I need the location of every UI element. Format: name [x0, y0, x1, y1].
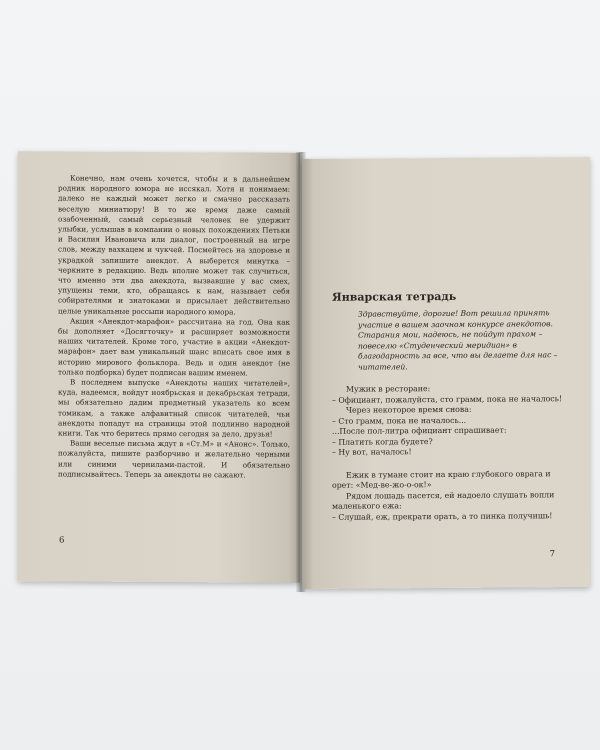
- joke-line: – Слушай, еж, прекрати орать, а то пинка получишь!: [332, 510, 553, 522]
- joke-line: – Сто грамм, пока не началось...: [332, 415, 467, 426]
- right-page: [302, 157, 590, 589]
- joke-line: Рядом лошадь пасется, ей надоело слушать вопли маленького ежа:: [332, 489, 555, 511]
- paragraph: В последнем выпуске «Анекдоты наших читателей», куда, надеемся, войдут ноябрьская и декабрьская тетради, мы обязательно дадим предметный указатель ко всем томикам, а также алфавитный список читателей, чьи анекдоты попадут на страницы этой подлинно народной книги. Так что беритесь прямо сегодня за дело, друзья!: [58, 377, 290, 439]
- open-book: [18, 152, 592, 597]
- joke-line: Мужик в ресторане:: [346, 384, 431, 394]
- paragraph: Конечно, нам очень хочется, чтобы и в дальнейшем родник народного юмора не иссякал. Хотя и понимаем: далеко не каждый может легко и смачно рассказать веселую миниатюру! В то же время даже самый озабоченный, самый серьезный человек не удержит улыбки, услышав в компании о новых похождениях Петьки и Василия Ивановича или диалог, построенный на игре слов, между вахкацем и чукчей. Посмейтесь на здоровье и украдкой запишите анекдот. А выберется минутка – черкните в редакцию. Ведь вполне может так случиться, что именно эти два анекдота, вызвавшие у вас смех, упущены теми, кто, обращаясь к нам, называет себя собирателями и знатоками и присылает действительно целые уникальные россыпи народного юмора.: [58, 173, 290, 317]
- paragraph: Акция «Анекдот-марафон» рассчитана на год. Она как бы дополняет «Досягточку» и расширяет возможности наших читателей. Кроме того, участие в акции «Анекдот-марафон» дает вам уникальный шанс вписать свое имя в историю мирового фольклора. Ведь и один анекдот (не только подборка) будет подписан вашим именем.: [58, 316, 290, 378]
- joke-line: – Официант, пожалуйста, сто грамм, пока не началось!: [332, 393, 563, 405]
- joke-line: – Платить когда будете?: [332, 436, 433, 447]
- reader-letter: Здравствуйте, дорогие! Вот решила принять участие в вашем заочном конкурсе анекдотов. Старания мои, надеюсь, не пойдут прахом – повеселю «Студенческий меридиан» в благодарность за все, что вы делаете для нас – читателей.: [358, 308, 558, 372]
- paragraph: Ваши веселые письма ждут в «Ст.М» и «Анонс». Только, пожалуйста, пишите разборчиво и желательно черными или синими чернилами-пастой. И обязательно подписывайтесь. Теперь за анекдоты не сажают.: [58, 438, 290, 480]
- joke-line: ...После пол-литра официант спрашивает:: [332, 425, 507, 436]
- section-title: Январская тетрадь: [332, 289, 457, 304]
- page-number-left: 6: [59, 535, 65, 546]
- joke: [332, 383, 567, 458]
- right-page-text: [332, 289, 567, 523]
- left-page-text: [58, 173, 290, 480]
- joke: [332, 469, 567, 523]
- joke-line: Через некоторое время снова:: [346, 404, 472, 415]
- page-number-right: 7: [549, 549, 555, 560]
- joke-line: Ежик в тумане стоит на краю глубокого оврага и орет: «Мед-ве-жо-о-ок!»: [332, 468, 551, 490]
- left-page: [18, 151, 300, 582]
- joke-line: – Ну вот, началось!: [332, 447, 412, 457]
